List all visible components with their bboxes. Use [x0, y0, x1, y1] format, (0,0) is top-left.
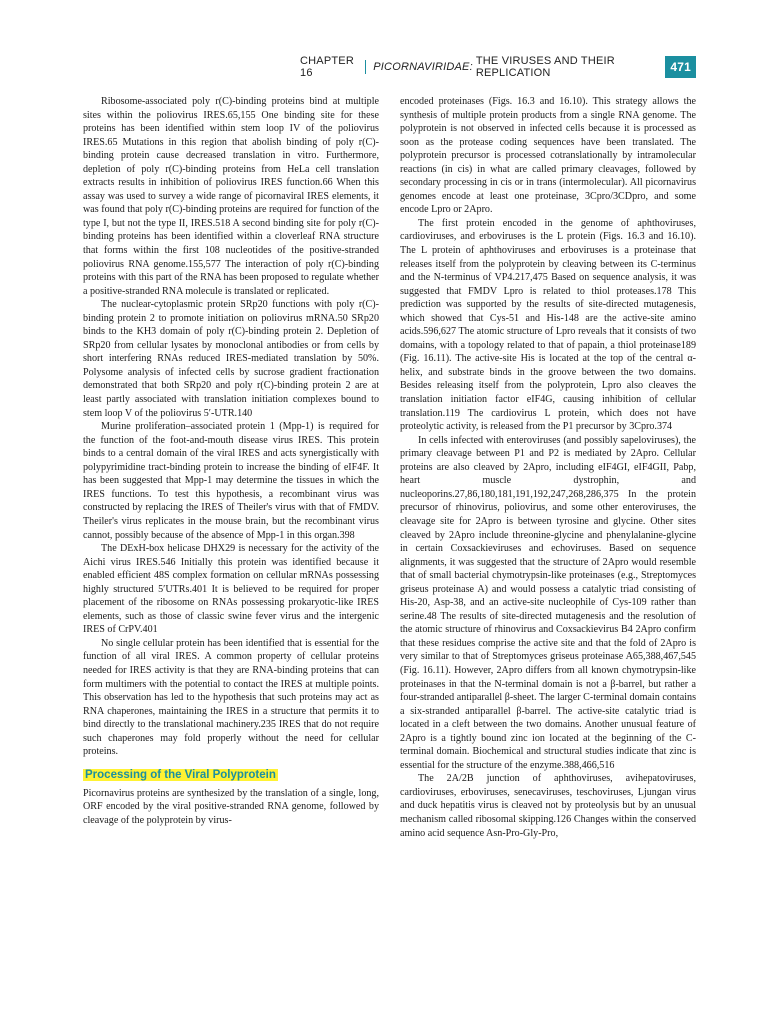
section-heading [83, 768, 379, 783]
chapter-label: CHAPTER 16 [300, 55, 354, 79]
paragraph: The 2A/2B junction of aphthoviruses, avihepatoviruses, cardioviruses, erboviruses, senecaviruses, teschoviruses, Ljungan virus and duck hepatitis virus is cleaved not by proteolysis but by an unusual mechanism called ribosomal skipping.126 Changes within the conserved amino acid sequence Asn-Pro-Gly-Pro, [400, 773, 696, 839]
paragraph: The first protein encoded in the genome of aphthoviruses, cardioviruses, and erboviruses is the L protein (Figs. 16.3 and 16.10). The L protein of aphthoviruses and erboviruses is a proteinase that releases itself from the polyprotein by cleaving between its C-terminus and the N-terminus of VP4.217,475 Based on sequence analysis, it was suggested that FMDV Lpro is related to thiol proteases.178 This prediction was supported by the results of site-directed mutagenesis, which showed that Cys-51 and His-148 are the active-site amino acids.596,627 The atomic structure of Lpro reveals that it consists of two domains, with a topology related to that of papain, a thiol proteinase189 (Fig. 16.11). The active-site His is located at the top of the central α-helix, and substrate binds in the groove between the two domains. Besides releasing itself from the polyprotein, Lpro also cleaves the translation initiation factor eIF4G, causing inhibition of cellular translation.119 The cardiovirus L protein, which does not have proteolytic activity, is released from the P1 precursor by 3Cpro.374 [400, 217, 696, 433]
paragraph: encoded proteinases (Figs. 16.3 and 16.10). This strategy allows the synthesis of multiple protein products from a single RNA genome. The polyprotein is not observed in infected cells because it is processed as soon as the protease coding sequences have been translated. The polyprotein precursor is processed cotranslationally by intramolecular reactions (in cis) in what are called primary cleavages, followed by secondary processing in cis or in trans (intermolecular). All picornavirus genomes encode at least one proteinase, 3Cpro/3CDpro, and some encode Lpro or 2Apro. [400, 96, 696, 216]
paragraph: Ribosome-associated poly r(C)-binding proteins bind at multiple sites within the poliovirus IRES.65,155 One binding site for these proteins has been identified within stem loop IV of the poliovirus IRES.65 Mutations in this region that abolish binding of poly r(C)-binding protein cause decreased translation in vitro. Furthermore, depletion of poly r(C)-binding proteins from HeLa cell translation extracts results in inhibition of poliovirus IRES function.66 When this assay was used to survey a wide range of picornaviral IRES elements, it was found that poly r(C)-binding proteins are required for function of the type I, but not the type II, IRES.518 A second binding site for poly r(C)-binding proteins has been identified within a cloverleaf RNA structure that forms within the first 108 nucleotides of the positive-stranded poliovirus RNA genome.155,577 The interaction of poly r(C)-binding proteins with this part of the RNA has been proposed to regulate whether a positive-stranded RNA molecule is translated or replicated. [83, 96, 379, 297]
chapter-title-italic: PICORNAVIRIDAE: [373, 61, 473, 73]
paragraph: Picornavirus proteins are synthesized by the translation of a single, long, ORF encoded by the viral positive-stranded RNA genome, followed by cleavage of the polyprotein by virus- [83, 787, 379, 826]
left-column [83, 95, 379, 827]
header-separator [365, 60, 366, 74]
paragraph: The DExH-box helicase DHX29 is necessary for the activity of the Aichi virus IRES.546 Initially this protein was identified because it enabled efficient 48S complex formation on cellular mRNAs possessing highly structured 5′UTRs.401 It is believed to be required for proper placement of the ribosome on RNAs possessing prokaryotic-like IRES elements, such as those of classic swine fever virus and the intergenic IRES of CrPV.401 [83, 543, 379, 636]
page-number: 471 [665, 56, 696, 78]
running-header [300, 56, 696, 78]
section-heading-text: Processing of the Viral Polyprotein [85, 768, 276, 781]
right-column [400, 95, 696, 840]
paragraph: The nuclear-cytoplasmic protein SRp20 functions with poly r(C)-binding protein 2 to promote initiation on poliovirus mRNA.50 SRp20 binds to the KH3 domain of poly r(C)-binding protein 2. Depletion of SRp20 from cellular lysates by monoclonal antibodies or from cells by short interfering RNAs reduced IRES-mediated translation by 50%. Polysome analysis of infected cells by sucrose gradient fractionation demonstrated that both SRp20 and poly r(C)-binding protein 2 are at least partly associated with translation initiation complexes bound to stem loop V of the poliovirus 5′-UTR.140 [83, 299, 379, 419]
paragraph: In cells infected with enteroviruses (and possibly sapeloviruses), the primary cleavage between P1 and P2 is mediated by 2Apro. Cellular proteins are also cleaved by 2Apro, including eIF4GI, eIF4GII, Pabp, heart muscle dystrophin, and nucleoporins.27,86,180,181,191,192,247,268,286,375 In the protein precursor of rhinovirus, poliovirus, and some other enteroviruses, the cleavage site for 2Apro is between tyrosine and glycine. Other sites cleaved by 2Apro include threonine-glycine and phenylalanine-glycine in certain Coxsackieviruses and echoviruses. Based on sequence alignments, it was suggested that the structure of 2Apro would resemble that of small bacterial chymotrypsin-like proteinases (e.g., Streptomyces griseus proteinase A) and would possess a catalytic triad consisting of His-20, Asp-38, and an active-site nucleophile of Cys-109 rather than serine.48 The results of site-directed mutagenesis and the resolution of the atomic structure of rhinovirus and Coxsackievirus B4 2Apro confirm that these residues comprise the active site and that the fold of 2Apro is very similar to that of Streptomyces griseus proteinase A65,388,467,545 (Fig. 16.11). However, 2Apro differs from all known chymotrypsin-like proteinases in that the N-terminal domain is not a β-barrel, but rather a four-stranded antiparallel β-sheet. The larger C-terminal domain contains a six-stranded antiparallel β-barrel. The active-site catalytic triad is located in a cleft between the two domains. Another unusual feature of 2Apro is a tightly bound zinc ion located at the beginning of the C-terminal domain. Biochemical and structural studies indicate that zinc is essential for the structure of the enzyme.388,466,516 [400, 434, 696, 771]
chapter-title-rest: THE VIRUSES AND THEIR REPLICATION [475, 55, 615, 79]
paragraph: No single cellular protein has been identified that is essential for the function of all viral IRES. A common property of cellular proteins needed for IRES activity is that they are RNA-binding proteins that can form multimers with the potential to contact the IRES at multiple points. This observation has led to the hypothesis that such proteins may act as RNA chaperones, maintaining the IRES in a structure that permits it to bind directly to the translational machinery.235 IRES that do not require such chaperones may fold properly without the need for cellular proteins. [83, 637, 379, 758]
paragraph: Murine proliferation–associated protein 1 (Mpp-1) is required for the function of the foot-and-mouth disease virus IRES. This protein binds to a central domain of the viral IRES and acts synergistically with polypyrimidine tract-binding protein to increase the binding of eIF4F. It has been suggested that Mpp-1 may determine the tissues in which the IRES functions. To test this hypothesis, a recombinant virus was constructed by replacing the IRES of Theiler's virus with that of FMDV. Theiler's virus replicates in the mouse brain, but the recombinant virus cannot, possibly because of the absence of Mpp-1 in this organ.398 [83, 421, 379, 541]
